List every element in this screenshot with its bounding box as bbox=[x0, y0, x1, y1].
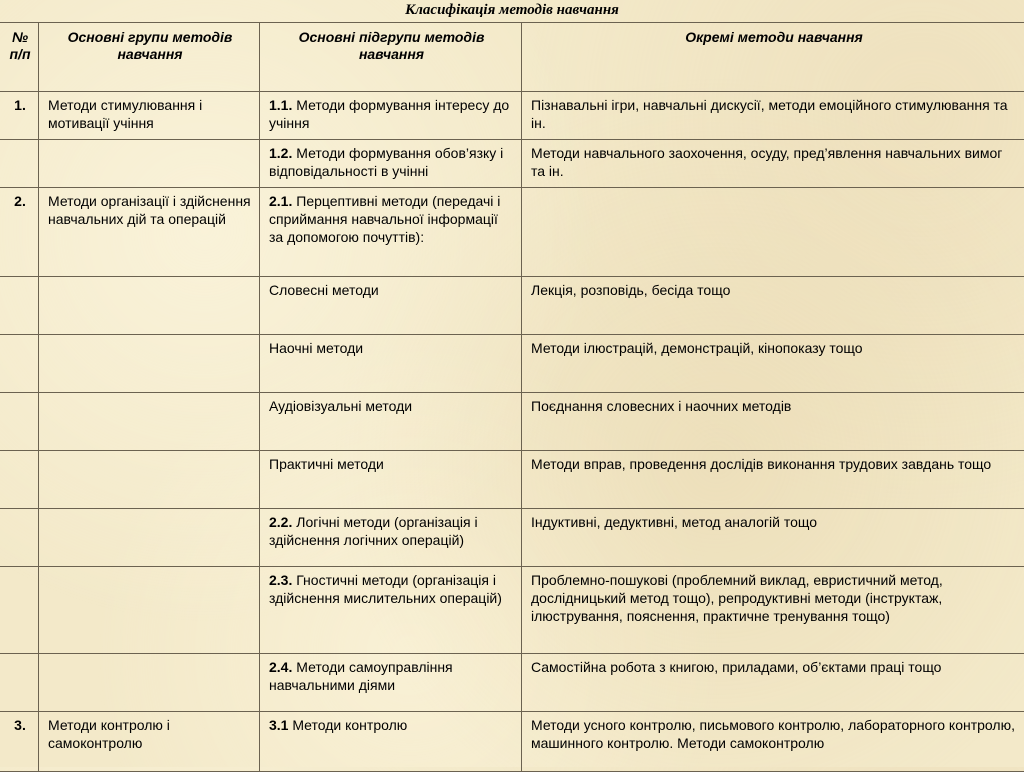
table-row bbox=[0, 92, 1024, 140]
row-number bbox=[0, 509, 39, 567]
method-group bbox=[39, 567, 260, 654]
individual-methods: Лекція, розповідь, бесіда тощо bbox=[522, 277, 1024, 335]
method-subgroup bbox=[260, 654, 522, 712]
method-group bbox=[39, 393, 260, 451]
individual-methods: Методи усного контролю, письмового контролю, лабораторного контролю, машинного контролю. Методи самоконтролю bbox=[522, 712, 1024, 772]
header-subgroups: Основні підгрупи методів навчання bbox=[260, 23, 522, 92]
row-number bbox=[0, 654, 39, 712]
method-group bbox=[39, 277, 260, 335]
method-subgroup bbox=[260, 712, 522, 772]
table-row bbox=[0, 451, 1024, 509]
row-number bbox=[0, 277, 39, 335]
subgroup-text: Методи контролю bbox=[292, 717, 407, 733]
methods-table bbox=[0, 22, 1024, 772]
method-subgroup bbox=[260, 188, 522, 277]
subgroup-code: 2.1. bbox=[269, 193, 292, 209]
table-row bbox=[0, 509, 1024, 567]
subgroup-text: Словесні методи bbox=[269, 282, 379, 298]
table-row bbox=[0, 277, 1024, 335]
subgroup-text: Аудіовізуальні методи bbox=[269, 398, 412, 414]
method-group bbox=[39, 654, 260, 712]
subgroup-code: 2.3. bbox=[269, 572, 292, 588]
method-group: Методи організації і здійснення навчальних дій та операцій bbox=[39, 188, 260, 277]
method-subgroup bbox=[260, 451, 522, 509]
table-row bbox=[0, 567, 1024, 654]
table-row bbox=[0, 393, 1024, 451]
individual-methods bbox=[522, 188, 1024, 277]
row-number: 1. bbox=[0, 92, 39, 140]
row-number bbox=[0, 335, 39, 393]
subgroup-code: 1.2. bbox=[269, 145, 292, 161]
individual-methods: Методи вправ, проведення дослідів виконання трудових завдань тощо bbox=[522, 451, 1024, 509]
page-title: Класифікація методів навчання bbox=[0, 2, 1024, 19]
subgroup-text: Перцептивні методи (передачі і сприймання навчальної інформації за допомогою почуттів): bbox=[269, 193, 500, 245]
method-group: Методи контролю і самоконтролю bbox=[39, 712, 260, 772]
table-row bbox=[0, 335, 1024, 393]
method-group bbox=[39, 335, 260, 393]
method-subgroup bbox=[260, 92, 522, 140]
method-group bbox=[39, 140, 260, 188]
table-header-row bbox=[0, 23, 1024, 92]
individual-methods: Самостійна робота з книгою, приладами, об’єктами праці тощо bbox=[522, 654, 1024, 712]
subgroup-text: Наочні методи bbox=[269, 340, 363, 356]
method-subgroup bbox=[260, 567, 522, 654]
subgroup-code: 2.2. bbox=[269, 514, 292, 530]
subgroup-text: Практичні методи bbox=[269, 456, 384, 472]
subgroup-text: Методи формування обов’язку і відповідальності в учінні bbox=[269, 145, 503, 179]
subgroup-text: Методи формування інтересу до учіння bbox=[269, 97, 509, 131]
header-num: № п/п bbox=[0, 23, 39, 92]
subgroup-text: Методи самоуправління навчальними діями bbox=[269, 659, 453, 693]
method-subgroup bbox=[260, 277, 522, 335]
table-row bbox=[0, 140, 1024, 188]
row-number: 3. bbox=[0, 712, 39, 772]
table-row bbox=[0, 654, 1024, 712]
method-subgroup bbox=[260, 335, 522, 393]
method-group bbox=[39, 509, 260, 567]
method-subgroup bbox=[260, 140, 522, 188]
method-group bbox=[39, 451, 260, 509]
individual-methods: Методи ілюстрацій, демонстрацій, кінопоказу тощо bbox=[522, 335, 1024, 393]
method-subgroup bbox=[260, 509, 522, 567]
subgroup-code: 2.4. bbox=[269, 659, 292, 675]
header-groups: Основні групи методів навчання bbox=[39, 23, 260, 92]
individual-methods: Методи навчального заохочення, осуду, пред’явлення навчальних вимог та ін. bbox=[522, 140, 1024, 188]
row-number bbox=[0, 451, 39, 509]
row-number bbox=[0, 567, 39, 654]
method-subgroup bbox=[260, 393, 522, 451]
individual-methods: Індуктивні, дедуктивні, метод аналогій тощо bbox=[522, 509, 1024, 567]
row-number bbox=[0, 140, 39, 188]
row-number: 2. bbox=[0, 188, 39, 277]
individual-methods: Пізнавальні ігри, навчальні дискусії, методи емоційного стимулювання та ін. bbox=[522, 92, 1024, 140]
table-row bbox=[0, 188, 1024, 277]
individual-methods: Проблемно-пошукові (проблемний виклад, евристичний метод, дослідницький метод тощо), репродуктивні методи (інструктаж, ілюстрування, пояснення, практичне тренування тощо) bbox=[522, 567, 1024, 654]
subgroup-code: 1.1. bbox=[269, 97, 292, 113]
subgroup-text: Логічні методи (організація і здійснення логічних операцій) bbox=[269, 514, 478, 548]
row-number bbox=[0, 393, 39, 451]
subgroup-text: Гностичні методи (організація і здійснення мислительних операцій) bbox=[269, 572, 502, 606]
table-row bbox=[0, 712, 1024, 772]
subgroup-code: 3.1 bbox=[269, 717, 288, 733]
method-group: Методи стимулювання і мотивації учіння bbox=[39, 92, 260, 140]
individual-methods: Поєднання словесних і наочних методів bbox=[522, 393, 1024, 451]
header-methods: Окремі методи навчання bbox=[522, 23, 1024, 92]
